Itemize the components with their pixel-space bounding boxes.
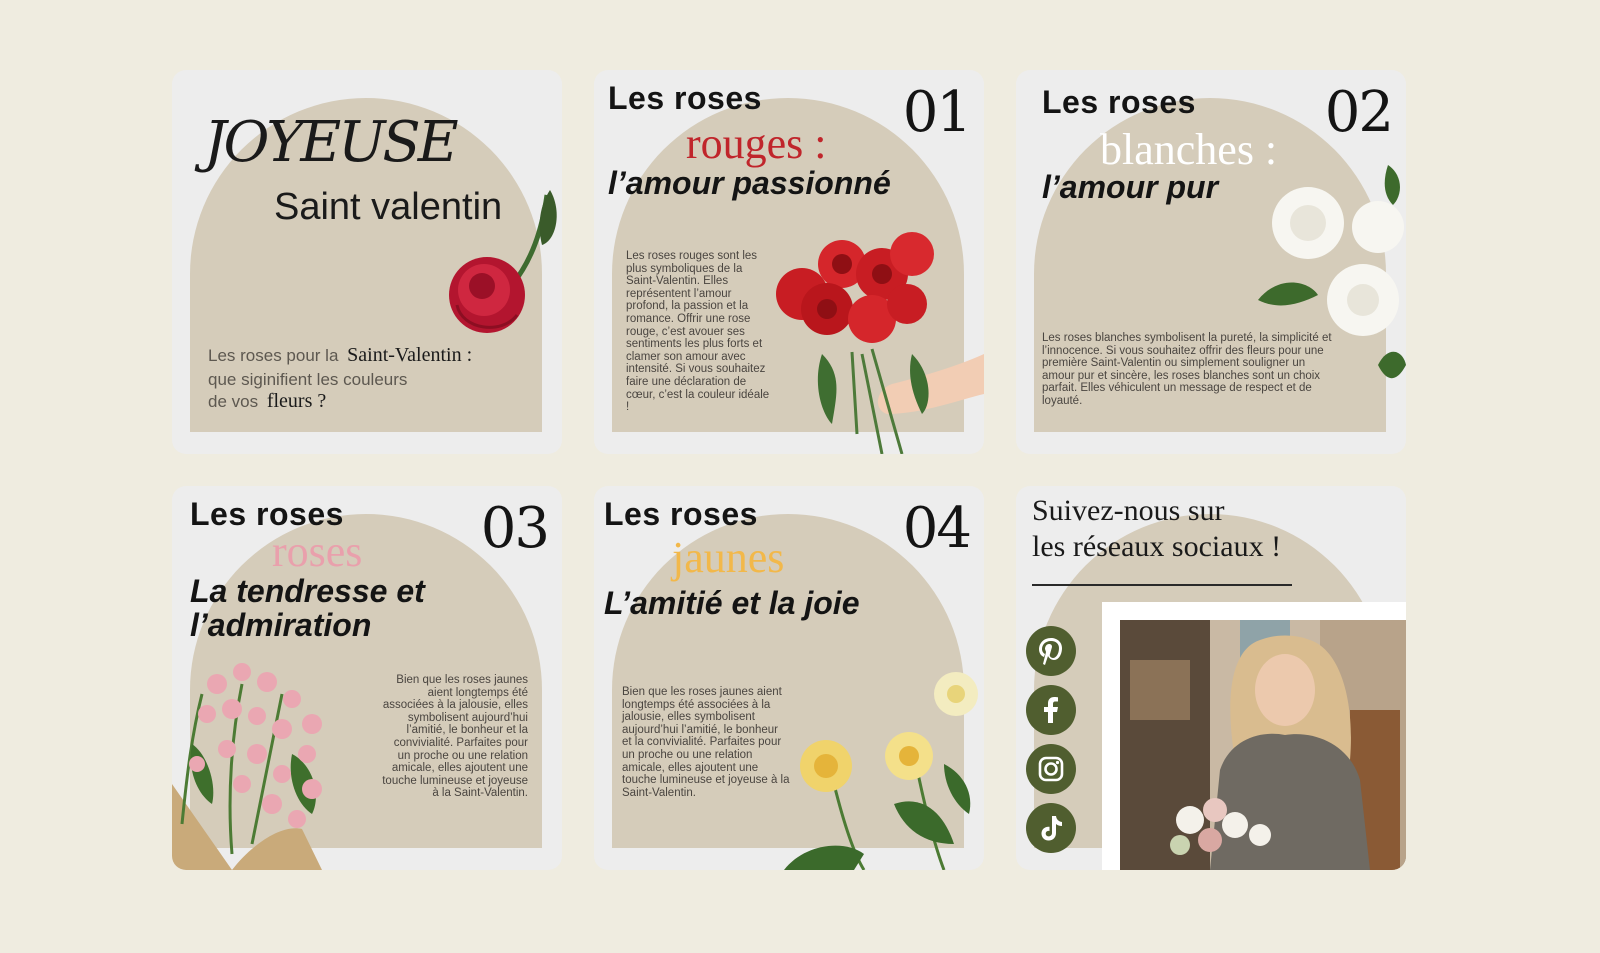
card-rouges	[594, 70, 984, 454]
card-roses	[172, 486, 562, 870]
body-text: Les roses rouges sont les plus symboliques de la Saint-Valentin. Elles représentent l’amour profond, la passion et la romance. Offrir une rose rouge, c’est avouer ses sentiments les plus forts et clamer son amour avec intensité. Si vous souhaitez faire une déclaration de cœur, c’est la couleur idéale !	[626, 250, 770, 414]
card-social	[1016, 486, 1406, 870]
intro-line-1	[208, 344, 472, 367]
social-line-2: les réseaux sociaux !	[1032, 530, 1282, 563]
florist-photo-frame	[1102, 602, 1406, 870]
instagram-icon	[1026, 744, 1076, 794]
pink-bouquet-image	[172, 654, 372, 870]
title-joyeuse: JOYEUSE	[204, 110, 456, 175]
heading: Les roses	[190, 496, 344, 532]
red-rose-image	[442, 190, 562, 340]
body-text: Bien que les roses jaunes aient longtemps été associées à la jalousie, elles symbolisent aujourd’hui l’amitié, le bonheur et la convivialité. Parfaites pour un proche ou une relation amicale, elles ajoutent une touche lumineuse et joyeuse à la Saint-Valentin.	[622, 686, 790, 799]
instagram-button[interactable]	[1026, 744, 1076, 794]
white-roses-image	[1238, 165, 1406, 400]
subtitle-line-1: La tendresse et	[190, 573, 425, 609]
color-word: rouges :	[686, 119, 827, 168]
intro-text-a: Les roses pour la	[208, 346, 339, 365]
yellow-roses-image	[784, 664, 984, 870]
intro-text-saint-valentin: Saint-Valentin :	[347, 344, 473, 366]
color-word: jaunes	[672, 533, 785, 582]
red-bouquet-image	[762, 234, 984, 454]
intro-text-c: de vos	[208, 392, 259, 411]
social-line-1: Suivez-nous sur	[1032, 494, 1225, 527]
heading: Les roses	[608, 80, 762, 116]
facebook-button[interactable]	[1026, 685, 1076, 735]
subtitle-line-2: l’admiration	[190, 607, 372, 643]
subtitle: L’amitié et la joie	[604, 585, 860, 621]
tiktok-button[interactable]	[1026, 803, 1076, 853]
intro-line-2: que siginifient les couleurs	[208, 370, 408, 389]
card-blanches	[1016, 70, 1406, 454]
body-text: Les roses blanches symbolisent la pureté, la simplicité et l’innocence. Si vous souhaitez offrir des fleurs pour une première Saint-Valentin ou simplement souligner un amour pur et sincère, les roses blanches sont un choix parfait. Elles véhiculent un message de respect et de loyauté.	[1042, 332, 1332, 407]
body-text: Bien que les roses jaunes aient longtemps été associées à la jalousie, elles symbolisent aujourd’hui l’amitié, le bonheur et la convivialité. Parfaites pour un proche ou une relation amicale, elles ajoutent une touche lumineuse et joyeuse à la Saint-Valentin.	[382, 674, 528, 800]
color-word: blanches :	[1100, 125, 1278, 174]
title-saint-valentin: Saint valentin	[274, 186, 503, 228]
tiktok-icon	[1026, 803, 1076, 853]
card-jaunes	[594, 486, 984, 870]
subtitle: l’amour passionné	[608, 165, 891, 201]
heading: Les roses	[1042, 84, 1196, 120]
subtitle: l’amour pur	[1042, 169, 1219, 205]
color-word: roses	[272, 527, 363, 576]
pinterest-icon	[1026, 626, 1076, 676]
facebook-icon	[1026, 685, 1076, 735]
divider	[1032, 584, 1292, 586]
intro-text-fleurs: fleurs ?	[266, 390, 327, 412]
florist-photo	[1120, 620, 1406, 870]
card-number: 04	[902, 496, 970, 561]
card-number: 03	[480, 496, 548, 561]
card-intro	[172, 70, 562, 454]
card-number: 02	[1324, 80, 1392, 145]
heading: Les roses	[604, 496, 758, 532]
pinterest-button[interactable]	[1026, 626, 1076, 676]
card-number: 01	[902, 80, 970, 145]
intro-line-3	[208, 390, 326, 413]
